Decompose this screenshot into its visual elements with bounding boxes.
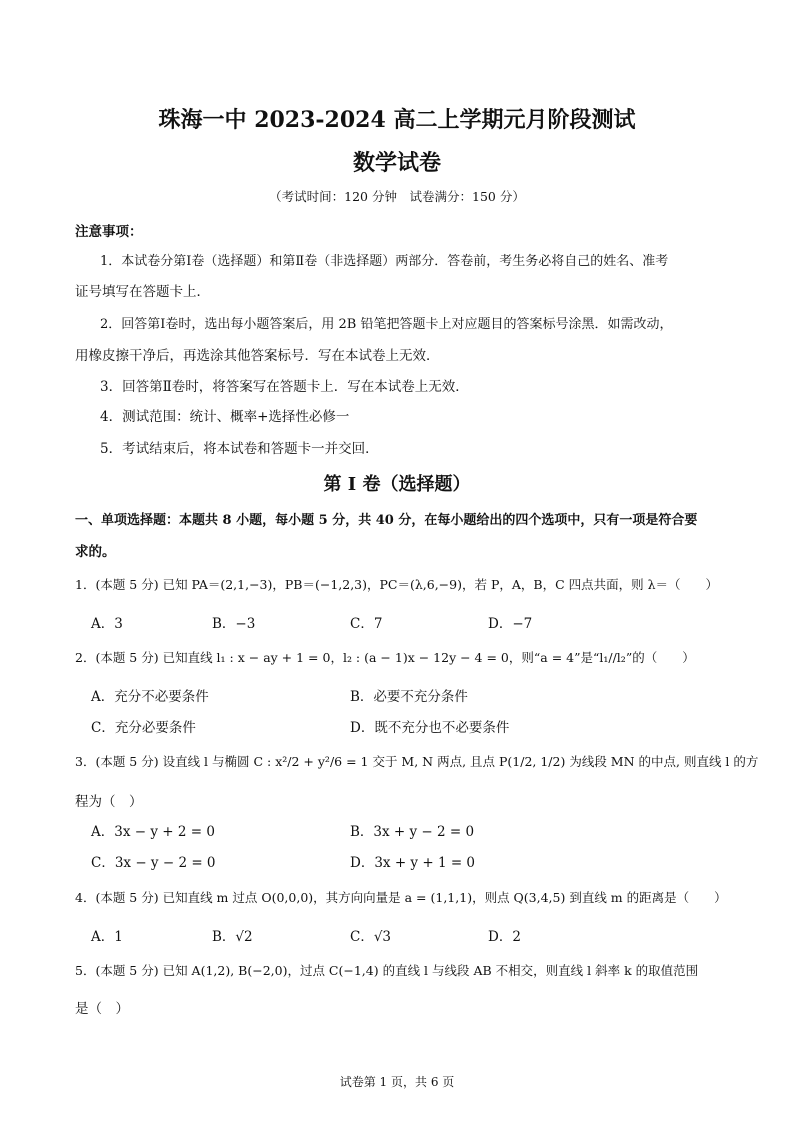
q2-option-d: D．既不充分也不必要条件 [350, 720, 510, 736]
q2-option-a: A．充分不必要条件 [91, 689, 209, 705]
q2-option-b: B．必要不充分条件 [350, 689, 468, 705]
q4-option-d: D．2 [488, 929, 521, 945]
q1-stem: 1．(本题 5 分) 已知 PA＝(2,1,−3)，PB＝(−1,2,3)，PC＝(λ,6,−9)，若 P，A，B，C 四点共面，则 λ＝（ ） [75, 577, 719, 592]
q5-stem-a: 5．(本题 5 分) 已知 A(1,2), B(−2,0)，过点 C(−1,4) 的直线 l 与线段 AB 不相交，则直线 l 斜率 k 的取值范围 [75, 963, 699, 978]
q1-option-d: D．−7 [488, 616, 533, 632]
q4-stem: 4．(本题 5 分) 已知直线 m 过点 O(0,0,0)，其方向向量是 a = (1,1,1)，则点 Q(3,4,5) 到直线 m 的距离是（ ） [75, 890, 727, 905]
note-2b: 用橡皮擦干净后，再选涂其他答案标号．写在本试卷上无效． [75, 348, 440, 364]
q3-option-b: B．3x + y − 2 = 0 [350, 824, 475, 840]
exam-info: （考试时间：120 分钟 试卷满分：150 分） [269, 189, 525, 204]
q3-stem-b: 程为（ ） [75, 794, 143, 810]
note-5: 5．考试结束后，将本试卷和答题卡一并交回． [100, 441, 379, 457]
q1-option-c: C．7 [350, 616, 383, 632]
q3-option-a: A．3x − y + 2 = 0 [91, 824, 215, 840]
q1-option-b: B．−3 [212, 616, 256, 632]
notes-heading: 注意事项： [75, 224, 143, 240]
section-intro-b: 求的。 [75, 544, 116, 560]
q1-option-a: A．3 [91, 616, 123, 632]
q4-option-b: B．√2 [212, 929, 253, 945]
q4-option-a: A．1 [91, 929, 123, 945]
q4-option-c: C．√3 [350, 929, 392, 945]
page-footer: 试卷第 1 页，共 6 页 [339, 1075, 455, 1089]
note-1a: 1．本试卷分第Ⅰ卷（选择题）和第Ⅱ卷（非选择题）两部分．答卷前，考生务必将自己的姓名、准考 [100, 254, 669, 269]
q2-stem: 2．(本题 5 分) 已知直线 l₁ : x − ay + 1 = 0，l₂ : (a − 1)x − 12y − 4 = 0，则“a = 4”是“l₁//l₂”的（ ） [75, 650, 695, 665]
section-intro-a: 一、单项选择题：本题共 8 小题，每小题 5 分，共 40 分，在每小题给出的四个选项中，只有一项是符合要 [75, 513, 698, 528]
note-3: 3．回答第Ⅱ卷时，将答案写在答题卡上．写在本试卷上无效． [100, 379, 469, 395]
q3-option-d: D．3x + y + 1 = 0 [350, 855, 476, 871]
q2-option-c: C．充分必要条件 [91, 720, 196, 736]
exam-subject: 数学试卷 [352, 150, 441, 176]
q3-option-c: C．3x − y − 2 = 0 [91, 855, 216, 871]
q5-stem-b: 是（ ） [75, 1001, 129, 1017]
note-4: 4．测试范围：统计、概率+选择性必修一 [100, 409, 350, 425]
note-1b: 证号填写在答题卡上． [75, 284, 210, 300]
q3-stem-a: 3．(本题 5 分) 设直线 l 与椭圆 C : x²/2 + y²/6 = 1 交于 M, N 两点, 且点 P(1/2, 1/2) 为线段 MN 的中点, 则直线 l 的方 [75, 754, 759, 769]
section-title: 第 I 卷（选择题） [323, 474, 471, 495]
note-2a: 2．回答第Ⅰ卷时，选出每小题答案后，用 2B 铅笔把答题卡上对应题目的答案标号涂黑．如需改动， [100, 317, 673, 332]
exam-title: 珠海一中 2023-2024 高二上学期元月阶段测试 [158, 107, 636, 133]
